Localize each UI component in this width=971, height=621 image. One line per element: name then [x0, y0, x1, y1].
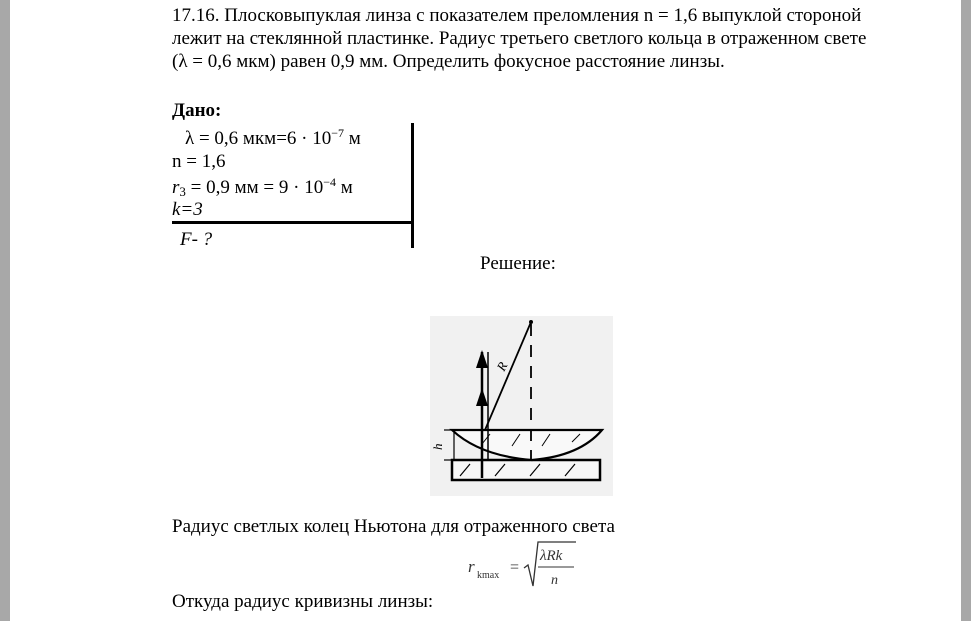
given-separator-vertical: [411, 123, 414, 248]
solution-paragraph-2: Откуда радиус кривизны линзы:: [172, 591, 434, 612]
given-title: Дано:: [172, 100, 222, 121]
solution-title: Решение:: [480, 253, 556, 274]
radius-label: R: [493, 359, 511, 374]
problem-statement: 17.16. Плосковыпуклая линза с показателем преломления n = 1,6 выпуклой стороной лежит на стеклянной пластинке. Радиус третьего светлого кольца в отраженном свете (λ = 0,6 мкм) равен 0,9 мм. Определить фокусное расстояние линзы.: [172, 5, 867, 72]
glass-plate: [452, 460, 600, 480]
formula-numerator: λRk: [540, 548, 563, 564]
given-separator-horizontal: [172, 221, 414, 224]
curvature-center: [529, 320, 533, 324]
solution-paragraph-1: Радиус светлых колец Ньютона для отраженного света: [172, 516, 615, 537]
formula-lhs-subscript: kmax: [477, 570, 500, 581]
given-wavelength: [185, 126, 361, 150]
radius-exponent: −4: [323, 175, 336, 189]
formula-lhs: r: [468, 557, 475, 576]
h-label: h: [430, 443, 445, 450]
find-quantity: F- ?: [180, 229, 213, 250]
radius-symbol: r: [172, 177, 180, 198]
given-ring-radius: [172, 175, 353, 200]
wavelength-unit: м: [344, 128, 361, 149]
left-margin: [0, 0, 10, 621]
formula-equals: =: [510, 559, 520, 576]
wavelength-value: λ = 0,6 мкм=6 · 10: [185, 128, 332, 149]
given-ring-number: k=3: [172, 199, 203, 220]
radius-subscript: 3: [179, 184, 186, 199]
right-margin: [961, 0, 971, 621]
formula-denominator: n: [551, 573, 558, 588]
newton-rings-figure: [430, 316, 613, 496]
given-refractive-index: n = 1,6: [172, 151, 226, 172]
radius-unit: м: [336, 177, 353, 198]
radius-value: = 0,9 мм = 9 · 10: [185, 177, 324, 198]
wavelength-exponent: −7: [331, 126, 345, 140]
ring-radius-formula: [460, 538, 590, 590]
